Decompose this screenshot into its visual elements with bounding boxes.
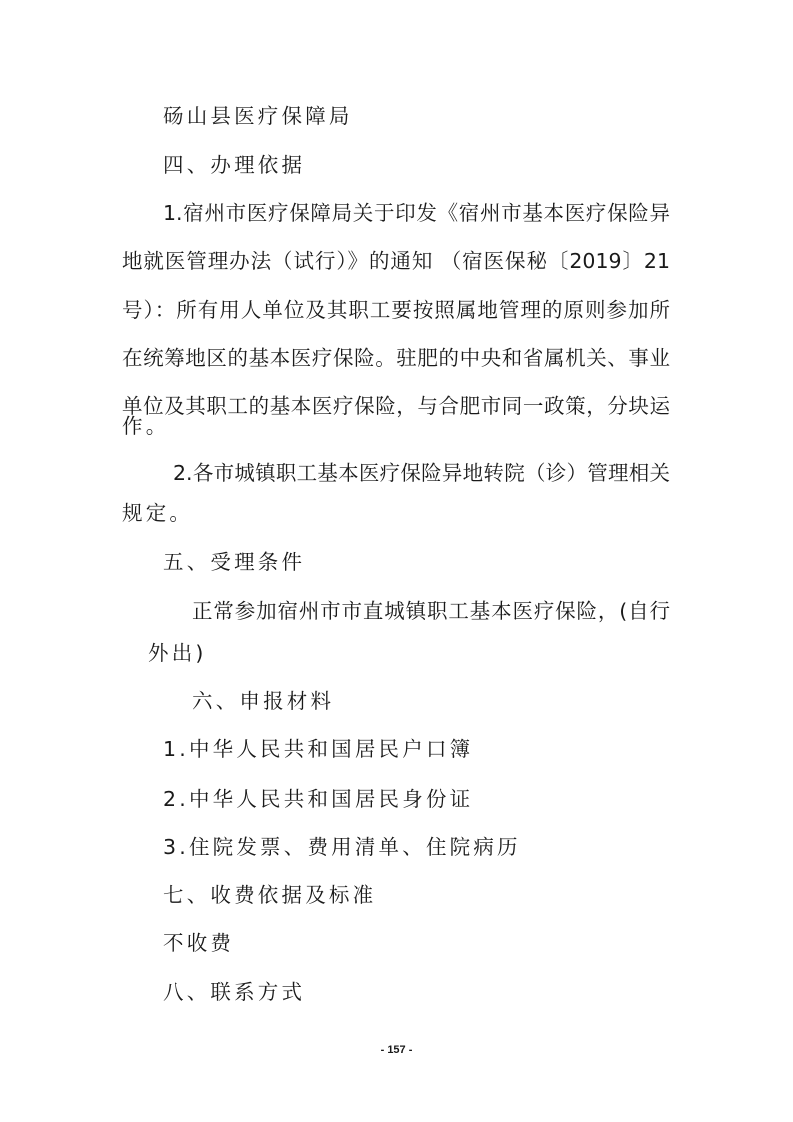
text-line-basis-8: 规定。	[122, 501, 194, 525]
material-item-3: 3.住院发票、费用清单、住院病历	[163, 835, 521, 859]
text-line-agency: 砀山县医疗保障局	[163, 104, 353, 128]
text-line-fees: 不收费	[163, 931, 235, 955]
section-heading-contact: 八、联系方式	[163, 980, 306, 1004]
text-line-basis-4: 在统筹地区的基本医疗保险。驻肥的中央和省属机关、事业	[122, 346, 670, 370]
material-item-2: 2.中华人民共和国居民身份证	[163, 787, 474, 811]
material-item-1: 1.中华人民共和国居民户口簿	[163, 737, 474, 761]
text-line-basis-5: 单位及其职工的基本医疗保险，与合肥市同一政策，分块运	[122, 394, 670, 418]
section-heading-materials: 六、申报材料	[192, 689, 335, 713]
text-line-basis-1: 1.宿州市医疗保障局关于印发《宿州市基本医疗保险异	[163, 201, 670, 225]
text-line-conditions-2: 外出)	[148, 641, 207, 665]
text-line-basis-6: 作。	[122, 414, 170, 438]
text-line-basis-7: 2.各市城镇职工基本医疗保险异地转院（诊）管理相关	[173, 461, 670, 485]
section-heading-fees: 七、收费依据及标准	[163, 883, 377, 907]
section-heading-conditions: 五、受理条件	[163, 550, 306, 574]
page-number: - 157 -	[380, 1044, 413, 1056]
text-line-basis-2: 地就医管理办法（试行）》的通知 （宿医保秘〔2019〕21	[122, 249, 670, 273]
text-line-basis-3: 号）：所有用人单位及其职工要按照属地管理的原则参加所	[122, 298, 670, 322]
section-heading-basis: 四、办理依据	[163, 153, 306, 177]
text-line-conditions-1: 正常参加宿州市市直城镇职工基本医疗保险，(自行	[192, 599, 670, 623]
